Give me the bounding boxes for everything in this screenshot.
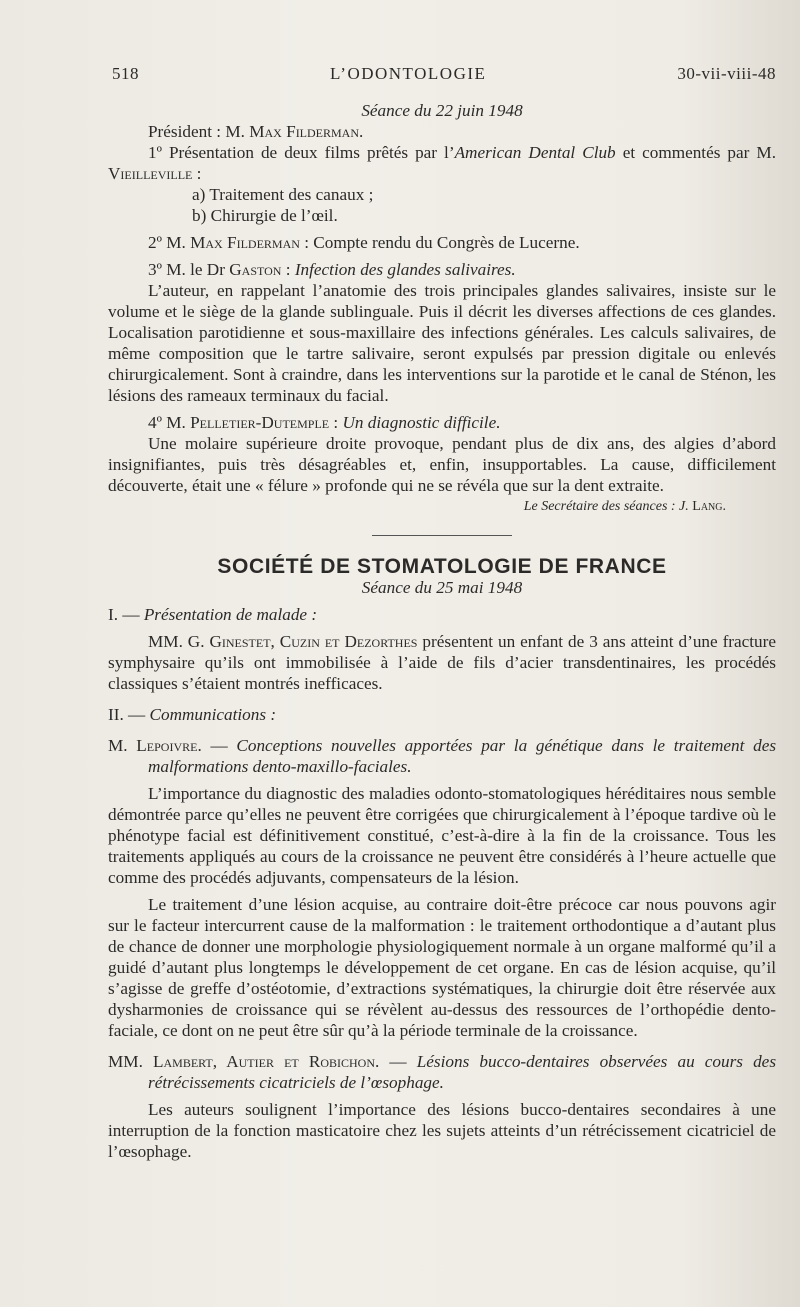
- section-1-heading: [108, 604, 776, 625]
- running-header: [112, 64, 776, 84]
- section-2-heading: [108, 704, 776, 725]
- signature-name: Lang.: [692, 499, 726, 514]
- communication-2-paragraph-1: Les auteurs soulignent l’importance des lésions bucco-dentaires secondaires à une interruption de la fonction masticatoire chez les sujets atteints d’un rétrécissement cicatriciel de l’œsophage.: [108, 1100, 776, 1161]
- communication-2-authors: MM. Lambert, Autier et Robichon.: [108, 1052, 380, 1071]
- communication-2-heading: [108, 1051, 776, 1093]
- president-label: Président : M.: [148, 122, 245, 141]
- president-line: [108, 121, 776, 142]
- secretary-signature: [108, 496, 776, 517]
- section-1-paragraph: [108, 631, 776, 694]
- communication-2-title: Lésions bucco-dentaires observées au cours des rétrécissements cicatriciels de l’œsophage.: [148, 1052, 777, 1092]
- item-1-text: 1º Présentation de deux films prêtés par l’: [148, 143, 455, 162]
- item-1-name: Vieilleville :: [108, 164, 202, 183]
- section-2-num: II. —: [108, 705, 150, 724]
- item-3-sep: :: [281, 260, 295, 279]
- item-2-rest: : Compte rendu du Congrès de Lucerne.: [299, 233, 580, 252]
- section-1-num: I. —: [108, 605, 144, 624]
- seance-heading-1: Séance du 22 juin 1948: [361, 101, 523, 120]
- communication-1-heading: [108, 735, 776, 777]
- communication-1-paragraph-1: L’importance du diagnostic des maladies odonto-stomatologiques héréditaires nous semble démontrée parce qu’elles ne peuvent être corrigées que chirurgicalement à l’époque tardive où le phénotype facial est définitivement constitué, c’est-à-dire à la fin de la croissance. Tous les traitements appliqués au cours de la croissance ne peuvent être considérés à l’heure actuelle que comme des procédés adjuvants, compensateurs de la lésion.: [108, 784, 776, 887]
- communication-1-title: Conceptions nouvelles apportées par la génétique dans le traitement des malformations dento-maxillo-faciales.: [148, 736, 777, 776]
- item-4-sep: :: [329, 413, 343, 432]
- journal-title: L’ODONTOLOGIE: [329, 64, 487, 83]
- page-body: [108, 100, 776, 1162]
- section-1-title: Présentation de malade :: [143, 605, 318, 624]
- item-4-title: Un diagnostic difficile.: [342, 413, 501, 432]
- item-3-title: Infection des glandes salivaires.: [294, 260, 516, 279]
- item-4-name: Pelletier-Dutemple: [190, 413, 330, 432]
- item-4: [108, 412, 776, 433]
- society-title: SOCIÉTÉ DE STOMATOLOGIE DE FRANCE: [217, 555, 667, 578]
- item-3-name: Gaston: [229, 260, 282, 279]
- item-3-text: L’auteur, en rappelant l’anatomie des trois principales glandes salivaires, insiste sur le volume et le siège de la glande sublinguale. Puis il décrit les diverses affections de ces glandes. Localisation parotidienne et sous-maxillaire des infections générales. Les calculs salivaires, de même composition que le tartre salivaire, seront expulsés par pression digitale ou enlevés chirurgicalement. Sont à craindre, dans les interventions sur la parotide et le canal de Sténon, les lésions des rameaux terminaux du facial.: [108, 281, 776, 405]
- item-4-text: Une molaire supérieure droite provoque, pendant plus de dix ans, des algies d’abord insignifiantes, puis très désagréables et, enfin, insupportables. La cause, difficilement découverte, était une « félure » profonde qui ne se révéla que sur la dent extraite.: [108, 434, 776, 495]
- item-1-club: American Dental Club: [454, 143, 616, 162]
- item-1-a: a) Traitement des canaux ;: [192, 185, 374, 204]
- item-1: [108, 142, 776, 184]
- section-1-text: présentent un enfant de 3 ans atteint d’une fracture symphysaire qu’ils ont immobilisée à l’aide de fils d’acier transdentinaires, les procédés classiques s’étaient montrés inefficaces.: [108, 632, 777, 693]
- item-2-pre: 2º M.: [148, 233, 191, 252]
- item-2-name: Max Filderman: [190, 233, 300, 252]
- communication-2-sep: —: [379, 1052, 417, 1071]
- signature-label: Le Secrétaire des séances : J.: [523, 499, 693, 514]
- president-name: Max Filderman.: [249, 122, 364, 141]
- communication-1-paragraph-2: Le traitement d’une lésion acquise, au contraire doit-être précoce car nous pouvons agir sur le facteur intercurrent cause de la malformation : le traitement orthodontique a d’autant plus de chance de donner une morphologie physiologiquement normale à un organe malformé qu’il a guidé d’autant plus longtemps le développement de cet organe. En cas de lésion acquise, qu’il s’agisse de greffe d’ostéotomie, d’extractions systématiques, la chirurgie doit être réservée aux dysharmonies de croissance qui se révèlent au-dessus des ressources de l’orthopédie dento-faciale, ce dont on ne peut être sûr qu’à la période terminale de la croissance.: [108, 895, 776, 1040]
- issue-date: 30-vii-viii-48: [677, 64, 776, 83]
- item-4-pre: 4º M.: [148, 413, 191, 432]
- section-divider: [372, 535, 512, 536]
- communication-1-sep: —: [201, 736, 237, 755]
- item-3-pre: 3º M. le Dr: [148, 260, 230, 279]
- communication-1-author: M. Lepoivre.: [108, 736, 202, 755]
- section-1-names: MM. G. Ginestet, Cuzin et Dezorthes: [148, 632, 418, 651]
- item-1-rest: et commentés par M.: [615, 143, 776, 162]
- seance-heading-2: Séance du 25 mai 1948: [361, 578, 523, 597]
- item-1-b: b) Chirurgie de l’œil.: [192, 206, 338, 225]
- page-number: 518: [112, 64, 139, 83]
- item-3: [108, 259, 776, 280]
- item-2: [108, 232, 776, 253]
- section-2-title: Communications :: [149, 705, 277, 724]
